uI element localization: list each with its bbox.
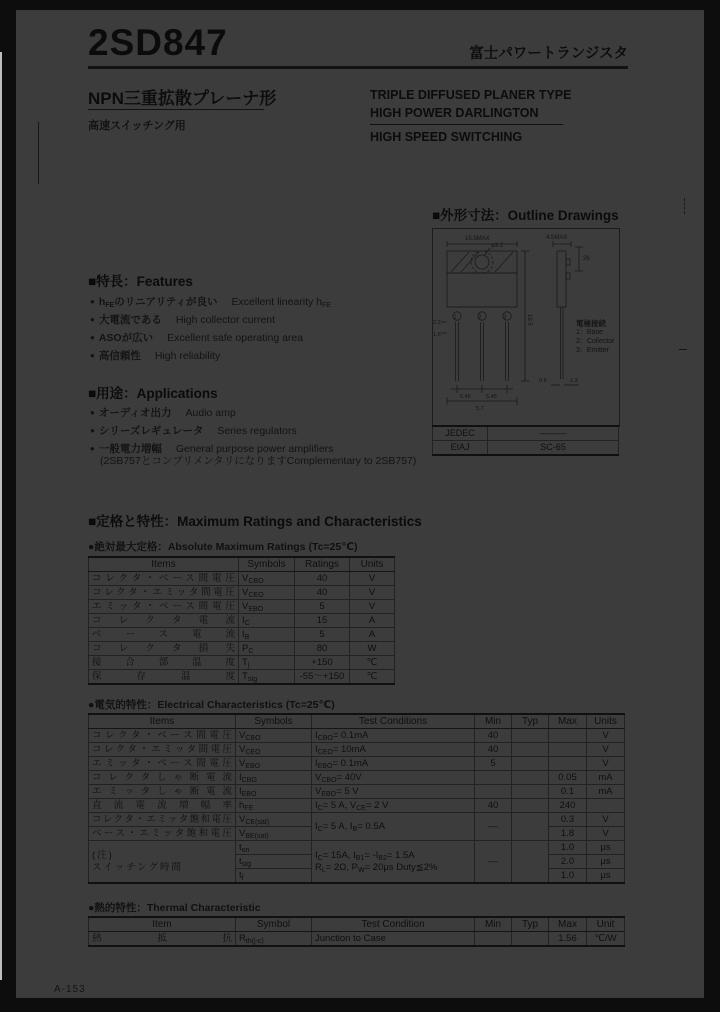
- electrode-pin3: 3：Emitter: [576, 347, 610, 354]
- table-cell: [512, 771, 549, 785]
- type-en-divider: [370, 124, 563, 125]
- bulleted-list-item: [90, 293, 331, 311]
- table-cell: μs: [587, 855, 625, 869]
- column-header: Units: [350, 557, 395, 572]
- column-header: Item: [89, 917, 236, 932]
- ratings-section-title: ■定格と特性：Maximum Ratings and Characteristics: [88, 514, 422, 529]
- table-cell: [512, 785, 549, 799]
- table-cell: エミッタ・ベース間電圧: [89, 757, 236, 771]
- table-row: [89, 841, 625, 855]
- electrode-connection-note: [576, 319, 618, 355]
- type-en-line1: TRIPLE DIFFUSED PLANER TYPE: [370, 88, 572, 102]
- table-row: [89, 572, 395, 586]
- table-cell: A: [350, 628, 395, 642]
- column-header: Typ: [512, 714, 549, 729]
- column-header: Units: [587, 714, 625, 729]
- table-cell: $V_{CEO}$: [236, 743, 312, 757]
- part-number-title: 2SD847: [88, 22, 228, 63]
- table-cell: 5: [295, 600, 350, 614]
- table-cell: μs: [587, 841, 625, 855]
- dim-d1-label: 2.2: [433, 320, 441, 326]
- table-cell: 40: [295, 586, 350, 600]
- dim-thickness-label: 4.5MAX: [546, 235, 568, 241]
- electrode-pin2: 2：Collector: [576, 338, 615, 345]
- table-cell: V: [350, 586, 395, 600]
- type-en-line3: HIGH SPEED SWITCHING: [370, 130, 523, 144]
- table-cell: [549, 757, 587, 771]
- table-cell: +150: [295, 656, 350, 670]
- table-cell: $I_C= 5$ A, $I_B= 0.5A$: [312, 813, 475, 841]
- table-cell: [475, 785, 512, 799]
- item-label-jp: ASOが広い: [98, 332, 154, 344]
- table-cell: —: [475, 813, 512, 841]
- table-cell: [512, 743, 549, 757]
- table-cell: V: [587, 743, 625, 757]
- table-cell: 1.0: [549, 869, 587, 884]
- page-number: A-153: [54, 984, 86, 995]
- subtitle-underline: [88, 109, 264, 110]
- dim-leadlen-label: 26: [583, 256, 590, 262]
- table-cell: —: [475, 841, 512, 884]
- table-cell: V: [587, 813, 625, 827]
- table-cell: $R_{th(j-c)}$: [236, 932, 312, 947]
- bullet-icon: ●: [90, 333, 95, 342]
- table-cell: 直流電流増幅率: [89, 799, 236, 813]
- table-cell: 15: [295, 614, 350, 628]
- table-cell: 40: [475, 743, 512, 757]
- thermal-subtitle: ●熱的特性：Thermal Characteristic: [88, 902, 261, 914]
- table-row: [433, 441, 619, 456]
- table-cell: コレクタしゃ断電流: [89, 771, 236, 785]
- table-row: [89, 932, 625, 947]
- column-header: Min: [475, 917, 512, 932]
- table-cell: $V_{CEO}$: [239, 586, 295, 600]
- table-cell: $P_C$: [239, 642, 295, 656]
- table-cell: (注) スイッチング時間: [89, 841, 236, 884]
- table-cell: $T_{stg}$: [239, 670, 295, 685]
- absolute-maximum-ratings-table: [88, 556, 395, 685]
- table-cell: $I_{CBO}$: [236, 771, 312, 785]
- features-section-title: ■特長：Features: [88, 274, 193, 289]
- column-header: Symbols: [239, 557, 295, 572]
- table-header-row: [89, 557, 395, 572]
- table-cell: W: [350, 642, 395, 656]
- scan-artifact-dashes: [684, 198, 686, 214]
- table-cell: ベース・エミッタ飽和電圧: [89, 827, 236, 841]
- table-cell: $V_{CBO}$: [236, 729, 312, 743]
- table-cell: $t_{on}$: [236, 841, 312, 855]
- table-cell: $I_B$: [239, 628, 295, 642]
- item-label-jp: オーディオ出力: [98, 407, 172, 419]
- outline-drawing-box: [432, 228, 620, 427]
- scan-artifact-dash: [679, 349, 687, 350]
- table-cell: JEDEC: [433, 426, 488, 441]
- table-cell: [512, 841, 549, 884]
- item-label-en: Series regulators: [217, 425, 297, 437]
- bulleted-list-item: [90, 422, 333, 440]
- scan-frame-top: [0, 0, 720, 10]
- table-cell: 40: [295, 572, 350, 586]
- table-cell: コレクタ・ベース間電圧: [89, 729, 236, 743]
- table-cell: $I_{EBO}$: [236, 785, 312, 799]
- pin2-number: 2: [478, 314, 482, 321]
- table-cell: [512, 799, 549, 813]
- table-cell: $h_{FE}$: [236, 799, 312, 813]
- table-cell: コレクタ損失: [89, 642, 239, 656]
- device-use-jp: 高速スイッチング用: [88, 120, 186, 132]
- table-cell: [549, 729, 587, 743]
- item-label-en: High reliability: [154, 350, 221, 362]
- device-type-jp: NPN三重拡散プレーナ形: [88, 89, 277, 108]
- table-cell: mA: [587, 771, 625, 785]
- table-cell: ———: [488, 426, 619, 441]
- table-cell: [475, 771, 512, 785]
- table-cell: 5: [295, 628, 350, 642]
- table-cell: 40: [475, 799, 512, 813]
- column-header: Items: [89, 557, 239, 572]
- bullet-icon: ●: [90, 351, 95, 360]
- table-row: [89, 614, 395, 628]
- table-cell: 2.0: [549, 855, 587, 869]
- item-label-en: General purpose power amplifiers: [175, 443, 334, 455]
- table-cell: [512, 757, 549, 771]
- bulleted-list-item: [90, 311, 331, 329]
- table-row: [89, 628, 395, 642]
- outline-section-title: ■外形寸法：Outline Drawings: [432, 208, 619, 223]
- table-cell: [549, 743, 587, 757]
- pin3-number: 3: [503, 314, 507, 321]
- electrical-characteristics-table: [88, 713, 625, 884]
- package-standard-table: [432, 425, 619, 456]
- electrode-pin1: 1：Base: [576, 329, 603, 336]
- bulleted-list-item: [90, 347, 331, 365]
- table-cell: 0.3: [549, 813, 587, 827]
- table-cell: コレクタ・ベース間電圧: [89, 572, 239, 586]
- table-cell: 1.8: [549, 827, 587, 841]
- table-cell: $V_{EBO}$: [236, 757, 312, 771]
- table-row: [89, 586, 395, 600]
- brand-name: 富士パワートランジスタ: [469, 46, 628, 62]
- item-label-jp: シリーズレギュレータ: [98, 425, 204, 437]
- thermal-characteristics-table: [88, 916, 625, 947]
- table-row: [89, 813, 625, 827]
- table-cell: 0.05: [549, 771, 587, 785]
- table-cell: エミッタしゃ断電流: [89, 785, 236, 799]
- table-row: [89, 600, 395, 614]
- table-cell: 5: [475, 757, 512, 771]
- table-cell: コレクタ・エミッタ間電圧: [89, 743, 236, 757]
- table-cell: V: [587, 729, 625, 743]
- table-row: [89, 729, 625, 743]
- table-cell: [512, 932, 549, 947]
- pin1-number: 1: [453, 314, 457, 321]
- column-header: Symbols: [236, 714, 312, 729]
- table-cell: $I_C= 15A$, $I_{B1}= -I_{B2}= 1.5A$ $R_L= 2\Omega$, $P_W= 20\mu s$ Duty≦2%: [312, 841, 475, 884]
- item-label-jp: 一般電力増幅: [98, 443, 162, 455]
- table-cell: $V_{EBO}= 5$ V: [312, 785, 475, 799]
- table-cell: 接合部温度: [89, 656, 239, 670]
- table-row: [89, 670, 395, 685]
- bullet-icon: ●: [90, 297, 95, 306]
- table-cell: 0.1: [549, 785, 587, 799]
- table-cell: V: [587, 757, 625, 771]
- scan-frame-bottom: [0, 998, 720, 1012]
- table-cell: $t_{stg}$: [236, 855, 312, 869]
- table-row: [433, 426, 619, 441]
- table-cell: μs: [587, 869, 625, 884]
- table-cell: $V_{CBO}= 40V$: [312, 771, 475, 785]
- dim-height-label: 19.5: [526, 314, 532, 326]
- scan-artifact-line: [38, 122, 39, 184]
- table-cell: 40: [475, 729, 512, 743]
- electrode-note-title: 電極接続: [576, 319, 606, 328]
- dim-s2-label: 1.3: [570, 378, 578, 384]
- table-cell: Junction to Case: [312, 932, 475, 947]
- table-cell: 1.0: [549, 841, 587, 855]
- table-row: [89, 757, 625, 771]
- table-row: [89, 785, 625, 799]
- table-cell: V: [350, 600, 395, 614]
- table-cell: コレクタ・エミッタ飽和電圧: [89, 813, 236, 827]
- table-cell: コレクタ・エミッタ間電圧: [89, 586, 239, 600]
- dim-pitch2-label: 5.45: [486, 394, 497, 400]
- table-cell: エミッタ・ベース間電圧: [89, 600, 239, 614]
- type-en-line2: HIGH POWER DARLINGTON: [370, 106, 539, 120]
- table-cell: ℃/W: [587, 932, 625, 947]
- table-header-row: [89, 714, 625, 729]
- electrical-subtitle: ●電気的特性：Electrical Characteristics (Tc=25℃): [88, 699, 335, 711]
- bullet-icon: ●: [90, 315, 95, 324]
- table-row: [89, 799, 625, 813]
- column-header: Typ: [512, 917, 549, 932]
- complementary-note: (2SB757とコンプリメンタリになりますComplementary to 2SB757): [100, 455, 417, 467]
- table-cell: $I_C= 5$ A, $V_{CE}= 2$ V: [312, 799, 475, 813]
- table-cell: -55〜+150: [295, 670, 350, 685]
- item-label-en: Excellent safe operating area: [167, 332, 304, 344]
- bullet-icon: ●: [90, 408, 95, 417]
- dim-pitch1-label: 5.45: [460, 394, 471, 400]
- table-cell: [587, 799, 625, 813]
- column-header: Symbol: [236, 917, 312, 932]
- applications-section-title: ■用途：Applications: [88, 386, 218, 401]
- scan-frame-left: [0, 0, 16, 1012]
- table-cell: $I_C$: [239, 614, 295, 628]
- dim-s1-label: 0.5: [539, 378, 547, 384]
- table-header-row: [89, 917, 625, 932]
- table-cell: V: [587, 827, 625, 841]
- table-cell: $I_{CEO}= 10mA$: [312, 743, 475, 757]
- device-type-en: [370, 86, 571, 146]
- table-cell: 保存温度: [89, 670, 239, 685]
- table-cell: 80: [295, 642, 350, 656]
- applications-list: [90, 404, 333, 458]
- table-cell: $V_{CBO}$: [239, 572, 295, 586]
- column-header: Test Condition: [312, 917, 475, 932]
- column-header: Unit: [587, 917, 625, 932]
- dim-d2-label: 1.6: [433, 332, 441, 338]
- column-header: Min: [475, 714, 512, 729]
- table-cell: コレクタ電流: [89, 614, 239, 628]
- bullet-icon: ●: [90, 426, 95, 435]
- table-cell: 240: [549, 799, 587, 813]
- table-cell: ℃: [350, 670, 395, 685]
- dim-pitch3-label: 5.7: [476, 406, 484, 412]
- scan-edge-highlight: [0, 52, 2, 980]
- bulleted-list-item: [90, 404, 333, 422]
- table-cell: mA: [587, 785, 625, 799]
- column-header: Max: [549, 917, 587, 932]
- abs-max-subtitle: ●絶対最大定格：Absolute Maximum Ratings (Tc=25℃): [88, 541, 358, 553]
- table-cell: $I_{CBO}= 0.1mA$: [312, 729, 475, 743]
- dim-width-label: 15.5MAX: [465, 236, 490, 242]
- item-label-en: High collector current: [175, 314, 276, 326]
- title-rule: [88, 66, 628, 69]
- table-cell: $T_j$: [239, 656, 295, 670]
- column-header: Max: [549, 714, 587, 729]
- column-header: Items: [89, 714, 236, 729]
- item-label-jp: 大電流である: [98, 314, 162, 326]
- column-header: Test Conditions: [312, 714, 475, 729]
- table-row: [89, 771, 625, 785]
- bullet-icon: ●: [90, 444, 95, 453]
- column-header: Ratings: [295, 557, 350, 572]
- table-cell: $V_{CE(sat)}$: [236, 813, 312, 827]
- table-cell: ℃: [350, 656, 395, 670]
- table-row: [89, 656, 395, 670]
- table-cell: V: [350, 572, 395, 586]
- table-cell: [512, 729, 549, 743]
- table-cell: 熱 抵 抗: [89, 932, 236, 947]
- table-row: [89, 743, 625, 757]
- item-label-en: Audio amp: [185, 407, 236, 419]
- dim-hole-label: φ3.2: [491, 243, 504, 249]
- table-cell: $t_f$: [236, 869, 312, 884]
- table-cell: 1.56: [549, 932, 587, 947]
- bulleted-list-item: [90, 329, 331, 347]
- table-cell: A: [350, 614, 395, 628]
- table-cell: [512, 813, 549, 841]
- item-label-jp: 高信頼性: [98, 350, 141, 362]
- item-label-jp: $h_{FE}$のリニアリティが良い: [98, 296, 218, 309]
- table-cell: ベース電流: [89, 628, 239, 642]
- table-cell: $V_{EBO}$: [239, 600, 295, 614]
- table-cell: [475, 932, 512, 947]
- item-label-en: Excellent linearity $h_{FE}$: [231, 296, 331, 309]
- features-list: [90, 293, 331, 365]
- table-cell: $V_{BE(sat)}$: [236, 827, 312, 841]
- table-cell: EIAJ: [433, 441, 488, 456]
- scan-frame-right: [704, 0, 720, 1012]
- table-cell: $I_{EBO}= 0.1mA$: [312, 757, 475, 771]
- table-cell: SC-65: [488, 441, 619, 456]
- table-row: [89, 642, 395, 656]
